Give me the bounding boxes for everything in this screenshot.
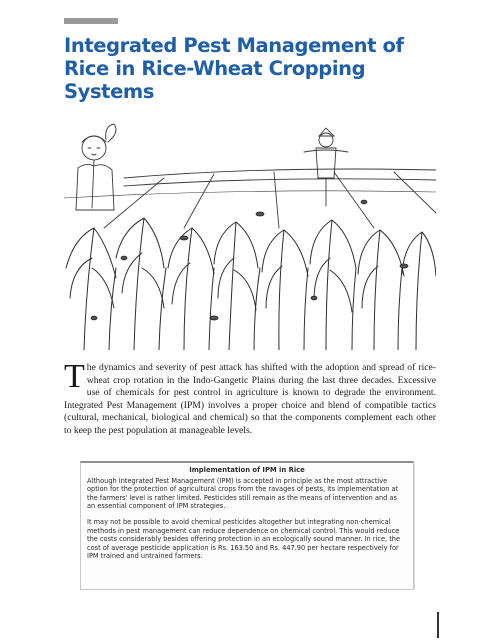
- intro-paragraph: [64, 358, 436, 438]
- header-accent-bar: [64, 18, 118, 24]
- intro-text: he dynamics and severity of pest attack has shifted with the adoption and spread of rice-wheat crop rotation in the Indo-Gangetic Plains during the last three decades. Excessive use of chemicals for pest control in agriculture is known to degrade the environment. Integrated Pest Management (IPM) involves a proper choice and blend of compatible tactics (cultural, mechanical, biological and chemical) so that the components complement each other to keep the pest population at manageable levels.: [64, 362, 436, 436]
- box-paragraph-2: It may not be possible to avoid chemical pesticides altogether but integrating non-chemical methods in pest management can reduce dependence on chemical control. This would reduce the costs considerably besides offering protection in an ecologically sound manner. In rice, the cost of average pesticide application is Rs. 163.50 and Rs. 447.90 per hectare respectively for IPM trained and untrained farmers.: [87, 517, 401, 561]
- title-line-1: Integrated Pest Management of: [64, 34, 404, 57]
- page-title: [64, 34, 424, 103]
- drop-cap: T: [64, 358, 85, 395]
- ipm-implementation-box: [80, 461, 414, 590]
- box-title: Implementation of IPM in Rice: [189, 466, 305, 474]
- title-line-2: Rice in Rice-Wheat Cropping: [64, 57, 366, 80]
- page-edge-rule: [437, 612, 439, 638]
- box-paragraph-1: Although Integrated Pest Management (IPM) is accepted in principle as the most attractive option for the protection of agricultural crops from the ravages of pests, its implementation at the farmers' level is rather limited. Pesticides still remain as the means of intervention and as an essential component of IPM strategies.: [87, 476, 399, 511]
- title-line-3: Systems: [64, 80, 155, 103]
- scarecrow-figure: [304, 128, 348, 206]
- rice-field-illustration: [64, 118, 436, 350]
